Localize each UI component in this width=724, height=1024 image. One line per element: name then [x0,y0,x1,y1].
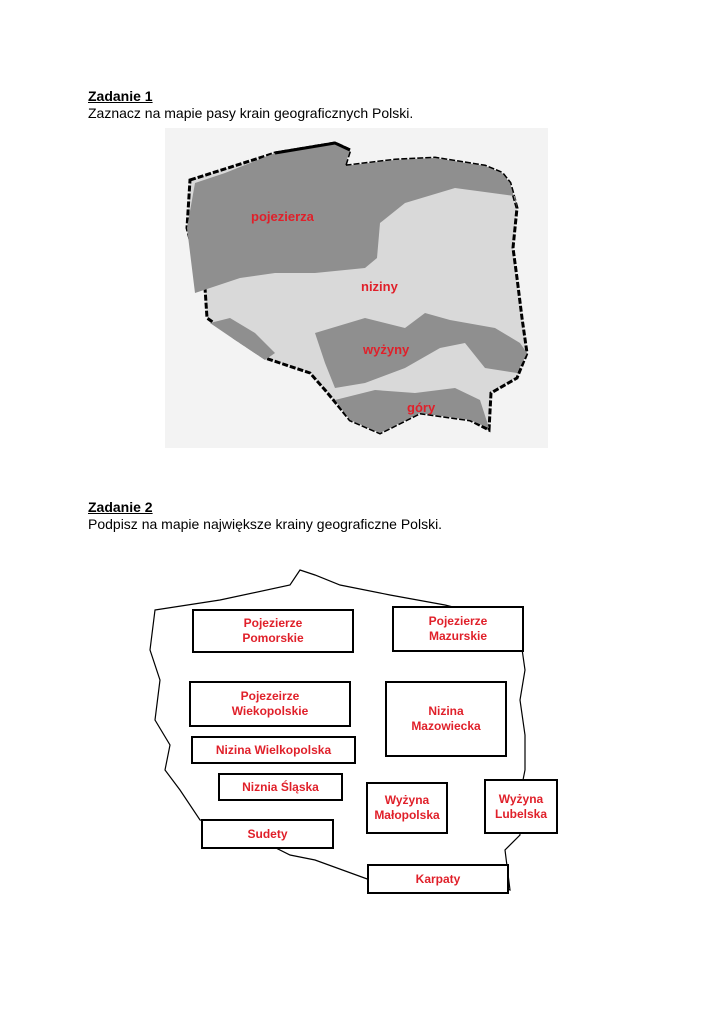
region-label: Pojezierze Pomorskie [242,616,304,645]
region-pojezierze-mazurskie[interactable] [392,606,524,652]
map-geographic-belts [165,128,548,448]
label-uplands: wyżyny [363,342,410,357]
region-nizina-mazowiecka[interactable] [385,681,507,757]
region-karpaty[interactable] [367,864,509,894]
region-label: Pojezeirze Wiekopolskie [231,689,309,718]
region-pojezierze-pomorskie[interactable] [192,609,354,653]
region-label: Wyżyna Lubelska [494,791,548,821]
task2-heading: Zadanie 2 [88,499,153,515]
task1-instruction: Zaznacz na mapie pasy krain geograficznych Polski. [88,105,414,121]
region-nizina-slaska[interactable] [218,773,343,801]
task1-heading: Zadanie 1 [88,88,153,104]
region-wyzyna-lubelska[interactable] [484,779,558,834]
region-wyzyna-malopolska[interactable] [366,782,448,834]
region-label: Niznia Śląska [242,779,319,794]
region-pojezierze-wielkopolskie[interactable] [189,681,351,727]
region-sudety[interactable] [201,819,334,849]
label-mountains: góry [407,400,436,415]
label-lowlands: niziny [361,279,398,294]
region-label: Nizina Mazowiecka [411,704,481,733]
region-label: Wyżyna Małopolska [374,793,440,822]
region-nizina-wielkopolska[interactable] [191,736,356,764]
region-label: Sudety [247,826,288,841]
region-label: Karpaty [415,871,461,886]
region-label: Pojezierze Mazurskie [428,614,488,643]
label-lakes: pojezierza [251,209,314,224]
region-label: Nizina Wielkopolska [215,742,332,757]
map-geographic-regions [140,560,548,915]
task2-instruction: Podpisz na mapie największe krainy geograficzne Polski. [88,516,443,532]
map-belts-drawing [165,128,548,448]
